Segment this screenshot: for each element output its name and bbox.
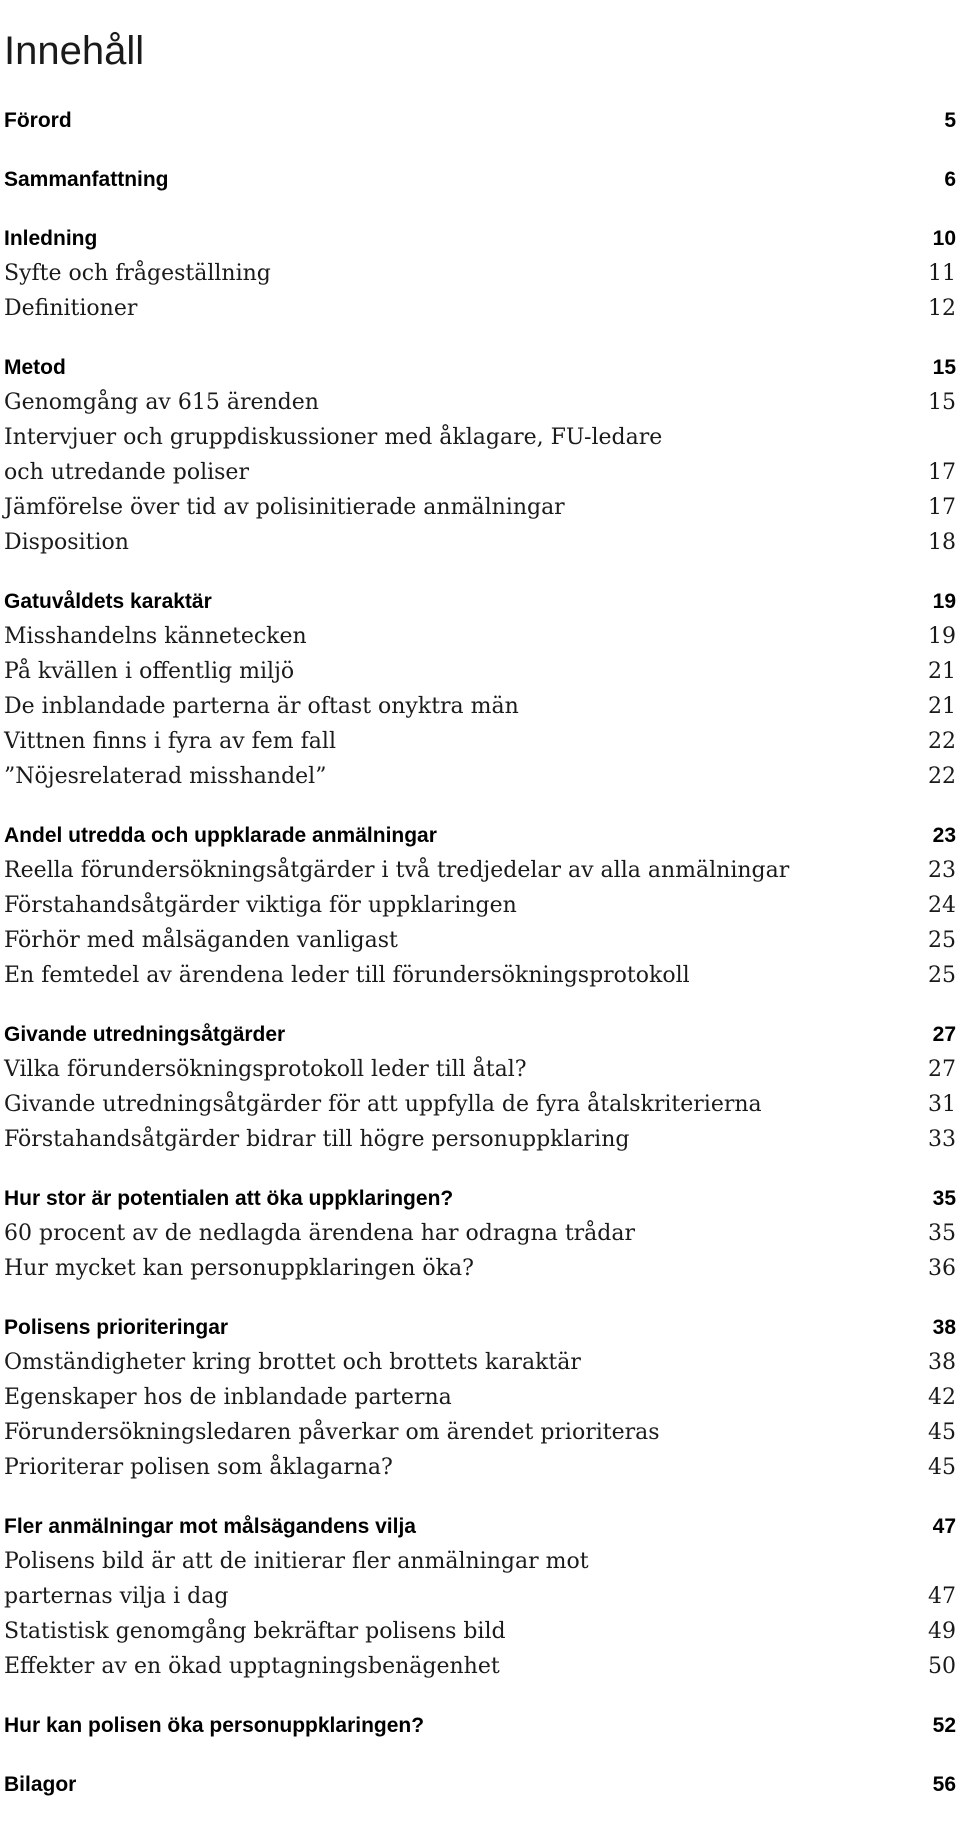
toc-entry-page: 15	[928, 390, 956, 415]
toc-section	[4, 1181, 956, 1286]
toc-entry[interactable]	[4, 619, 956, 654]
toc-entry-page: 25	[928, 963, 956, 988]
toc-entry[interactable]	[4, 1216, 956, 1251]
toc-entry[interactable]	[4, 1415, 956, 1450]
toc-entry-label: 60 procent av de nedlagda ärendena har odragna trådar	[4, 1221, 636, 1246]
toc-entry-page: 42	[928, 1385, 956, 1410]
toc-heading-label: Förord	[4, 109, 72, 132]
toc-entry-page: 18	[928, 530, 956, 555]
toc-entry-page: 31	[928, 1092, 956, 1117]
toc-entry-page: 12	[928, 296, 956, 321]
toc-entry-label: Disposition	[4, 530, 129, 555]
toc-heading-page: 15	[932, 356, 956, 379]
toc-entry-page: 21	[928, 694, 956, 719]
toc-entry-page: 11	[928, 261, 956, 286]
toc-entry-label: Definitioner	[4, 296, 138, 321]
toc-section	[4, 1767, 956, 1802]
toc-entry-page: 23	[928, 858, 956, 883]
toc-heading-page: 10	[932, 227, 956, 250]
toc-heading-label: Inledning	[4, 227, 98, 250]
toc-entry-label: De inblandade parterna är oftast onyktra män	[4, 694, 519, 719]
toc-entry-label: Förundersökningsledaren påverkar om ärendet prioriteras	[4, 1420, 660, 1445]
toc-heading-label: Sammanfattning	[4, 168, 169, 191]
toc-entry-label: Vittnen finns i fyra av fem fall	[4, 729, 336, 754]
toc-section	[4, 1708, 956, 1743]
toc-entry[interactable]	[4, 759, 956, 794]
toc-entry-page: 17	[928, 495, 956, 520]
toc-entry[interactable]	[4, 958, 956, 993]
toc-entry-label: Förhör med målsäganden vanligast	[4, 928, 398, 953]
toc-entry-page: 27	[928, 1057, 956, 1082]
toc-heading-label: Metod	[4, 356, 66, 379]
toc-heading-page: 19	[932, 590, 956, 613]
toc-entry-label: Jämförelse över tid av polisinitierade anmälningar	[4, 495, 565, 520]
toc-entry[interactable]	[4, 923, 956, 958]
toc-heading-label: Fler anmälningar mot målsägandens vilja	[4, 1515, 416, 1538]
toc-entry-page: 45	[928, 1455, 956, 1480]
toc-entry-page: 47	[928, 1584, 956, 1609]
toc-entry-label: Omständigheter kring brottet och brottets karaktär	[4, 1350, 581, 1375]
toc-heading-page: 6	[944, 168, 956, 191]
toc-entry-label: Vilka förundersökningsprotokoll leder till åtal?	[4, 1057, 527, 1082]
toc-entry[interactable]	[4, 1544, 956, 1614]
toc-entry[interactable]	[4, 1122, 956, 1157]
toc-entry[interactable]	[4, 724, 956, 759]
toc-entry-label: En femtedel av ärendena leder till förundersökningsprotokoll	[4, 963, 690, 988]
toc-entry-label: Intervjuer och gruppdiskussioner med åklagare, FU-ledare och utredande poliser	[4, 425, 663, 485]
toc-heading-label: Gatuvåldets karaktär	[4, 590, 212, 613]
toc-entry[interactable]	[4, 1380, 956, 1415]
toc-heading-page: 47	[932, 1515, 956, 1538]
toc-entry-label: Polisens bild är att de initierar fler anmälningar mot parternas vilja i dag	[4, 1549, 589, 1609]
toc-entry[interactable]	[4, 420, 956, 490]
toc-entry-page: 50	[928, 1654, 956, 1679]
toc-entry[interactable]	[4, 1450, 956, 1485]
toc-section	[4, 221, 956, 326]
toc-section	[4, 350, 956, 560]
toc-heading[interactable]	[4, 1767, 956, 1802]
toc-entry-label: Genomgång av 615 ärenden	[4, 390, 319, 415]
table-of-contents	[4, 103, 956, 1826]
toc-heading[interactable]	[4, 221, 956, 256]
toc-entry[interactable]	[4, 1251, 956, 1286]
toc-heading[interactable]	[4, 1310, 956, 1345]
toc-entry[interactable]	[4, 1649, 956, 1684]
toc-entry-page: 22	[928, 729, 956, 754]
toc-section	[4, 1017, 956, 1157]
toc-entry-label: Hur mycket kan personuppklaringen öka?	[4, 1256, 474, 1281]
toc-entry[interactable]	[4, 490, 956, 525]
toc-entry[interactable]	[4, 853, 956, 888]
toc-entry-page: 24	[928, 893, 956, 918]
toc-heading[interactable]	[4, 1708, 956, 1743]
toc-entry[interactable]	[4, 689, 956, 724]
toc-heading-page: 35	[932, 1187, 956, 1210]
toc-section	[4, 584, 956, 794]
toc-entry[interactable]	[4, 385, 956, 420]
toc-entry-label: Misshandelns kännetecken	[4, 624, 307, 649]
toc-heading[interactable]	[4, 350, 956, 385]
toc-section	[4, 162, 956, 197]
toc-heading-page: 23	[932, 824, 956, 847]
toc-section	[4, 103, 956, 138]
toc-heading[interactable]	[4, 818, 956, 853]
toc-section	[4, 818, 956, 993]
toc-entry[interactable]	[4, 654, 956, 689]
toc-entry[interactable]	[4, 888, 956, 923]
toc-entry-label: Givande utredningsåtgärder för att uppfylla de fyra åtalskriterierna	[4, 1092, 762, 1117]
toc-entry-page: 19	[928, 624, 956, 649]
toc-heading-page: 52	[932, 1714, 956, 1737]
toc-heading-page: 27	[932, 1023, 956, 1046]
toc-entry-label: ”Nöjesrelaterad misshandel”	[4, 764, 327, 789]
toc-entry-page: 36	[928, 1256, 956, 1281]
toc-entry-label: På kvällen i offentlig miljö	[4, 659, 295, 684]
toc-entry-label: Egenskaper hos de inblandade parterna	[4, 1385, 452, 1410]
page-title: Innehåll	[4, 28, 145, 73]
toc-heading-label: Bilagor	[4, 1773, 77, 1796]
toc-entry-page: 22	[928, 764, 956, 789]
toc-heading-label: Givande utredningsåtgärder	[4, 1023, 286, 1046]
toc-entry[interactable]	[4, 291, 956, 326]
toc-heading[interactable]	[4, 1017, 956, 1052]
toc-heading-label: Andel utredda och uppklarade anmälningar	[4, 824, 437, 847]
toc-entry-page: 33	[928, 1127, 956, 1152]
toc-entry-label: Reella förundersökningsåtgärder i två tredjedelar av alla anmälningar	[4, 858, 790, 883]
toc-heading[interactable]	[4, 1509, 956, 1544]
toc-heading-label: Hur kan polisen öka personuppklaringen?	[4, 1714, 425, 1737]
toc-entry-page: 25	[928, 928, 956, 953]
toc-entry-label: Prioriterar polisen som åklagarna?	[4, 1455, 393, 1480]
toc-entry-label: Effekter av en ökad upptagningsbenägenhet	[4, 1654, 500, 1679]
toc-heading-label: Hur stor är potentialen att öka uppklaringen?	[4, 1187, 454, 1210]
toc-entry-page: 17	[928, 460, 956, 485]
toc-entry[interactable]	[4, 1052, 956, 1087]
toc-heading-page: 56	[932, 1773, 956, 1796]
toc-entry[interactable]	[4, 256, 956, 291]
toc-entry[interactable]	[4, 1087, 956, 1122]
toc-entry[interactable]	[4, 1614, 956, 1649]
toc-heading[interactable]	[4, 1181, 956, 1216]
toc-heading-label: Polisens prioriteringar	[4, 1316, 229, 1339]
toc-entry-page: 38	[928, 1350, 956, 1375]
toc-entry-page: 45	[928, 1420, 956, 1445]
toc-entry-label: Förstahandsåtgärder viktiga för uppklaringen	[4, 893, 517, 918]
toc-entry[interactable]	[4, 1345, 956, 1380]
toc-heading-page: 38	[932, 1316, 956, 1339]
toc-entry-page: 49	[928, 1619, 956, 1644]
toc-entry-label: Syfte och frågeställning	[4, 261, 271, 286]
toc-entry-label: Statistisk genomgång bekräftar polisens bild	[4, 1619, 506, 1644]
toc-section	[4, 1509, 956, 1684]
toc-entry-page: 21	[928, 659, 956, 684]
toc-entry-label: Förstahandsåtgärder bidrar till högre personuppklaring	[4, 1127, 630, 1152]
toc-entry-page: 35	[928, 1221, 956, 1246]
toc-heading[interactable]	[4, 584, 956, 619]
toc-section	[4, 1310, 956, 1485]
toc-heading[interactable]	[4, 103, 956, 138]
toc-heading-page: 5	[944, 109, 956, 132]
toc-heading[interactable]	[4, 162, 956, 197]
toc-entry[interactable]	[4, 525, 956, 560]
